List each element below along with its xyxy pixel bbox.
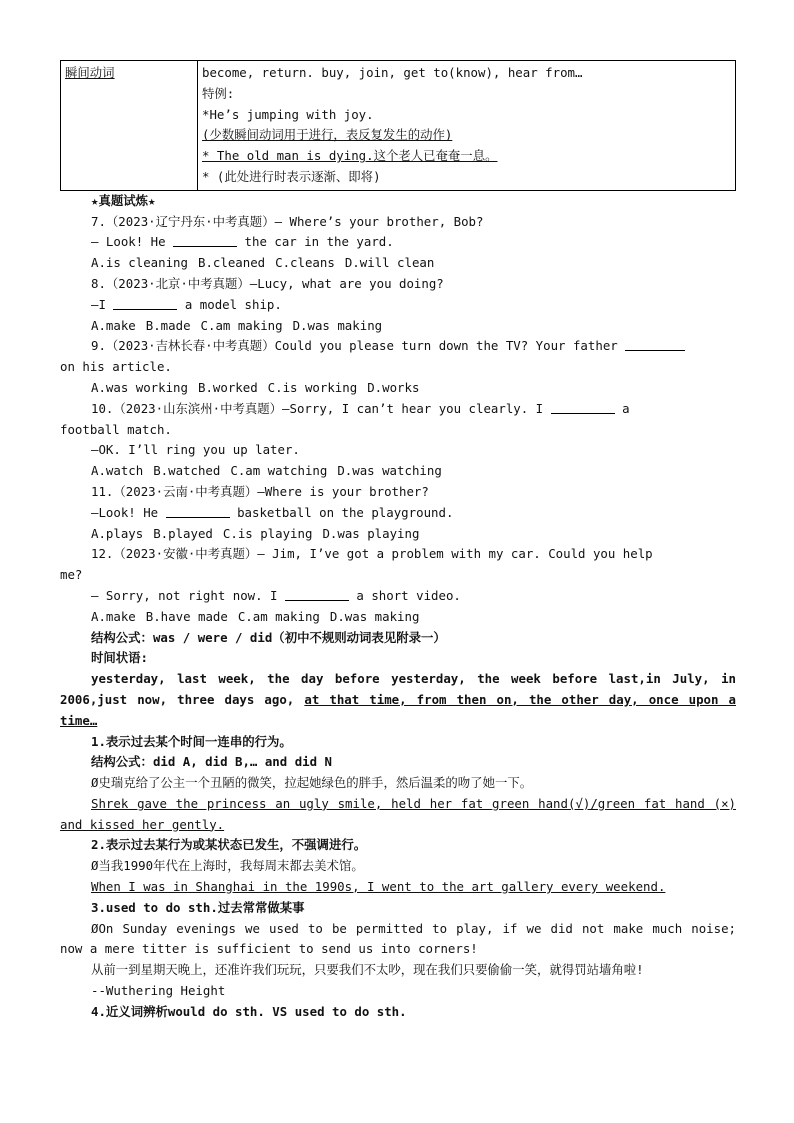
q9-stem: 9.（2023·吉林长春·中考真题）Could you please turn down the TV? Your father <box>60 336 736 357</box>
usage-3-example-cn: 从前一到星期天晚上，还准许我们玩玩，只要我们不太吵，现在我们只要偷偷一笑，就得罚站墙角啦! <box>91 962 644 978</box>
q9-option-a[interactable]: A.was working <box>91 379 188 395</box>
q8-answer-blank[interactable] <box>113 297 177 310</box>
table-row-note-2: * (此处进行时表示逐渐、即将) <box>202 168 381 184</box>
q7-option-a[interactable]: A.is cleaning <box>91 255 188 271</box>
q10-option-d[interactable]: D.was watching <box>337 463 442 479</box>
q11-line2: —Look! He basketball on the playground. <box>91 504 454 520</box>
usage-1-example-cn: Ø史瑞克给了公主一个丑陋的微笑，拉起她绿色的胖手，然后温柔的吻了她一下。 <box>91 775 533 791</box>
q8-option-b[interactable]: B.made <box>145 317 191 333</box>
q8-options <box>60 316 736 337</box>
usage-2-title: 2.表示过去某行为或某状态已发生，不强调进行。 <box>91 837 367 853</box>
q10-stem: 10.（2023·山东滨州·中考真题）—Sorry, I can’t hear you clearly. I a <box>91 400 630 416</box>
usage-1-example-en: Shrek gave the princess an ugly smile, held her fat green hand(√)/green fat hand (×) and kissed her gently. <box>60 795 736 832</box>
q7-option-c[interactable]: C.cleans <box>275 255 335 271</box>
q7-answer-blank[interactable] <box>173 234 237 247</box>
q12-line3: — Sorry, not right now. I a short video. <box>91 587 461 603</box>
time-adverbials-list: yesterday, last week, the day before yesterday, the week before last,in July, in 2006,just now, three days ago, at that time, from then on, the other day, once upon a time… <box>60 671 736 728</box>
q10-line3: —OK. I’ll ring you up later. <box>91 442 300 458</box>
q7-line2: — Look! He the car in the yard. <box>91 234 394 250</box>
q11-options <box>60 524 736 545</box>
q9-option-b[interactable]: B.worked <box>197 379 258 395</box>
q11-stem: 11.（2023·云南·中考真题）—Where is your brother? <box>91 483 429 499</box>
q11-option-a[interactable]: A.plays <box>91 525 144 541</box>
term-instant-verbs: 瞬间动词 <box>65 65 115 80</box>
time-adverbials-label: 时间状语: <box>91 650 149 666</box>
table-key-cell <box>61 61 198 191</box>
q11-answer-blank[interactable] <box>166 505 230 518</box>
table-row-special: 特例: <box>202 85 235 101</box>
document-page <box>60 60 736 1023</box>
q9-continuation: on his article. <box>60 359 172 375</box>
q8-stem: 8.（2023·北京·中考真题）—Lucy, what are you doing? <box>91 275 444 291</box>
q10-continuation: football match. <box>60 421 172 437</box>
q12-stem: 12.（2023·安徽·中考真题）— Jim, I’ve got a problem with my car. Could you help <box>91 546 653 562</box>
usage-3-source: --Wuthering Height <box>91 983 226 999</box>
instant-verb-table <box>60 60 736 191</box>
q9-option-c[interactable]: C.is working <box>267 379 358 395</box>
q7-option-d[interactable]: D.will clean <box>344 255 435 271</box>
q10-answer-blank[interactable] <box>551 401 615 414</box>
q7-option-b[interactable]: B.cleaned <box>197 255 266 271</box>
time-adverbials-underlined: at that time, from then on, the other day, once upon a time… <box>60 691 736 728</box>
q10-options <box>60 461 736 482</box>
q11-option-d[interactable]: D.was playing <box>322 525 420 541</box>
q9-options <box>60 378 736 399</box>
usage-2-example-en: When I was in Shanghai in the 1990s, I went to the art gallery every weekend. <box>91 879 666 895</box>
q7-stem: 7.（2023·辽宁丹东·中考真题）— Where’s your brother, Bob? <box>91 213 484 229</box>
q8-option-a[interactable]: A.make <box>91 317 136 333</box>
q11-option-b[interactable]: B.played <box>153 525 213 541</box>
q12-option-d[interactable]: D.was making <box>329 608 420 624</box>
usage-3-example-en: ØOn Sunday evenings we used to be permitted to play, if we did not make much noise; now a mere titter is sufficient to send us into corners! <box>60 920 736 957</box>
table-value-cell <box>198 61 736 191</box>
q11-option-c[interactable]: C.is playing <box>222 525 313 541</box>
usage-1-title: 1.表示过去某个时间一连串的行为。 <box>91 733 292 749</box>
q12-option-a[interactable]: A.make <box>91 608 136 624</box>
usage-3-title: 3.used to do sth.过去常常做某事 <box>91 899 305 915</box>
past-tense-formula: 结构公式：was / were / did（初中不规则动词表见附录一） <box>91 629 446 645</box>
q7-options <box>60 253 736 274</box>
usage-2-example-cn: Ø当我1990年代在上海时，我每周末都去美术馆。 <box>91 858 364 874</box>
q9-answer-blank[interactable] <box>625 338 685 351</box>
table-row-example-2: * The old man is dying.这个老人已奄奄一息。 <box>202 148 498 164</box>
q12-option-b[interactable]: B.have made <box>145 608 228 624</box>
table-row-verbs: become, return. buy, join, get to(know), hear from… <box>202 65 583 80</box>
table-row-note-1: (少数瞬间动词用于进行，表反复发生的动作) <box>202 127 453 143</box>
q8-option-c[interactable]: C.am making <box>200 317 283 333</box>
q12-option-c[interactable]: C.am making <box>237 608 320 624</box>
q10-option-a[interactable]: A.watch <box>91 463 144 479</box>
q8-line2: —I a model ship. <box>91 296 282 312</box>
q12-options <box>60 607 736 628</box>
q10-option-b[interactable]: B.watched <box>153 463 221 479</box>
q10-option-c[interactable]: C.am watching <box>230 463 328 479</box>
usage-1-formula: 结构公式：did A, did B,… and did N <box>91 754 332 770</box>
q8-option-d[interactable]: D.was making <box>292 317 383 333</box>
q12-continuation: me? <box>60 567 83 583</box>
usage-4-title: 4.近义词辨析would do sth. VS used to do sth. <box>91 1003 407 1019</box>
q12-answer-blank[interactable] <box>285 588 349 601</box>
exercise-heading: ★真题试炼★ <box>91 192 156 208</box>
table-row-example-1: *He’s jumping with joy. <box>202 106 374 122</box>
q9-option-d[interactable]: D.works <box>367 379 420 395</box>
